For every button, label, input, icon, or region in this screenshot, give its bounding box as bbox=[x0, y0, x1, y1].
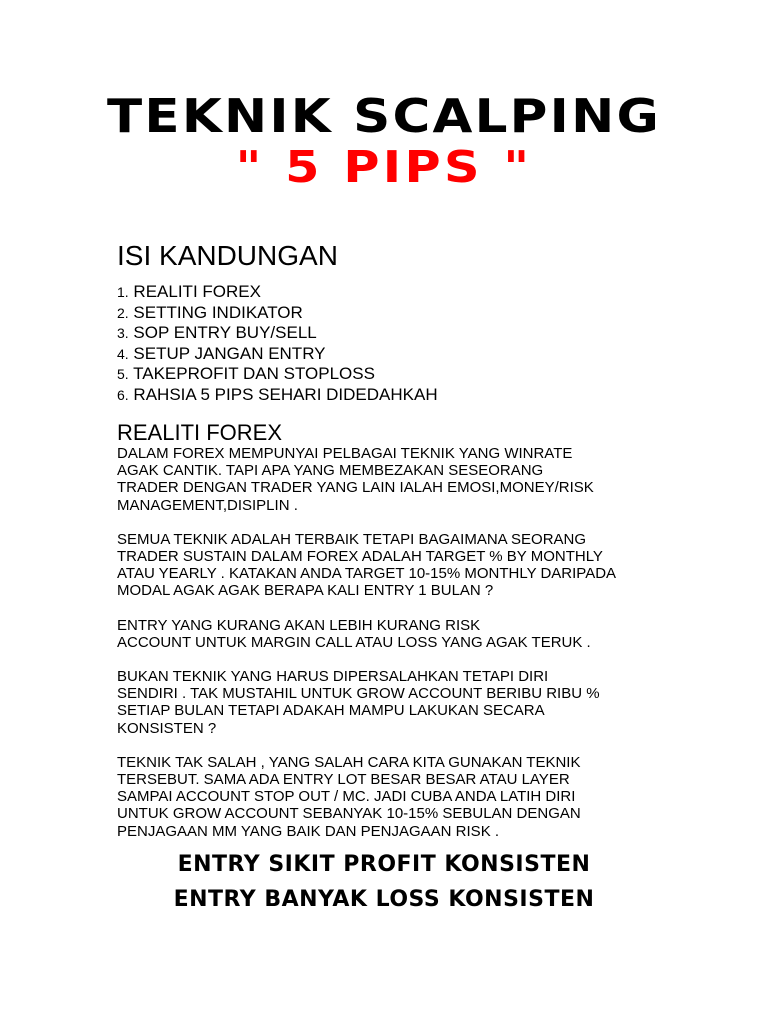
paragraph-line: TRADER SUSTAIN DALAM FOREX ADALAH TARGET % BY MONTHLY bbox=[117, 548, 603, 566]
paragraph-line: SAMPAI ACCOUNT STOP OUT / MC. JADI CUBA ANDA LATIH DIRI bbox=[117, 788, 576, 806]
toc-item bbox=[117, 364, 438, 385]
paragraph bbox=[117, 754, 677, 840]
toc-item-label: SOP ENTRY BUY/SELL bbox=[133, 323, 317, 343]
toc-item bbox=[117, 303, 438, 324]
toc-item bbox=[117, 323, 438, 344]
paragraph-line: ACCOUNT UNTUK MARGIN CALL ATAU LOSS YANG AGAK TERUK . bbox=[117, 633, 591, 651]
paragraph-line: DALAM FOREX MEMPUNYAI PELBAGAI TEKNIK YANG WINRATE bbox=[117, 445, 573, 462]
page-subtitle: " 5 PIPS " bbox=[235, 142, 533, 193]
section-body bbox=[117, 445, 677, 857]
paragraph-line: MODAL AGAK AGAK BERAPA KALI ENTRY 1 BULAN ? bbox=[117, 582, 494, 600]
page-title: TEKNIK SCALPING bbox=[107, 89, 661, 143]
paragraph-line: UNTUK GROW ACCOUNT SEBANYAK 10-15% SEBULAN DENGAN bbox=[117, 805, 581, 823]
section-heading: REALITI FOREX bbox=[117, 420, 283, 445]
toc-item-label: TAKEPROFIT DAN STOPLOSS bbox=[133, 364, 375, 384]
toc-item-number: 3. bbox=[117, 325, 129, 342]
paragraph-line: SEMUA TEKNIK ADALAH TERBAIK TETAPI BAGAIMANA SEORANG bbox=[117, 530, 587, 548]
slogan-line-1: ENTRY SIKIT PROFIT KONSISTEN bbox=[177, 852, 591, 877]
paragraph-line: BUKAN TEKNIK YANG HARUS DIPERSALAHKAN TETAPI DIRI bbox=[117, 668, 549, 686]
slogan-line-2: ENTRY BANYAK LOSS KONSISTEN bbox=[173, 887, 595, 912]
paragraph-line: SETIAP BULAN TETAPI ADAKAH MAMPU LAKUKAN SECARA bbox=[117, 702, 545, 720]
toc-item-number: 5. bbox=[117, 366, 129, 383]
paragraph bbox=[117, 668, 677, 737]
toc-heading: ISI KANDUNGAN bbox=[117, 240, 338, 271]
toc-item-number: 4. bbox=[117, 345, 129, 362]
paragraph-line: SENDIRI . TAK MUSTAHIL UNTUK GROW ACCOUNT BERIBU RIBU % bbox=[117, 685, 600, 703]
paragraph-line: ATAU YEARLY . KATAKAN ANDA TARGET 10-15% MONTHLY DARIPADA bbox=[117, 565, 617, 583]
paragraph-line: ENTRY YANG KURANG AKAN LEBIH KURANG RISK bbox=[117, 616, 481, 634]
paragraph-line: MANAGEMENT,DISIPLIN . bbox=[117, 496, 298, 514]
toc-item-label: SETTING INDIKATOR bbox=[133, 302, 303, 322]
toc-item-number: 6. bbox=[117, 386, 129, 403]
paragraph-line: TEKNIK TAK SALAH , YANG SALAH CARA KITA GUNAKAN TEKNIK bbox=[117, 753, 581, 771]
paragraph-line: KONSISTEN ? bbox=[117, 719, 217, 737]
paragraph-line: AGAK CANTIK. TAPI APA YANG MEMBEZAKAN SESEORANG bbox=[117, 462, 544, 480]
toc-item-number: 1. bbox=[117, 284, 129, 300]
toc-item bbox=[117, 344, 438, 365]
toc-item bbox=[117, 385, 438, 406]
toc-item-label: SETUP JANGAN ENTRY bbox=[133, 343, 326, 363]
toc-item-label: REALITI FOREX bbox=[133, 282, 261, 301]
toc-list bbox=[117, 282, 438, 406]
paragraph bbox=[117, 617, 677, 651]
toc-item-label: RAHSIA 5 PIPS SEHARI DIDEDAHKAH bbox=[133, 384, 438, 404]
paragraph-line: TERSEBUT. SAMA ADA ENTRY LOT BESAR BESAR ATAU LAYER bbox=[117, 771, 570, 789]
toc-item bbox=[117, 282, 438, 303]
paragraph-line: TRADER DENGAN TRADER YANG LAIN IALAH EMOSI,MONEY/RISK bbox=[117, 479, 594, 497]
paragraph-line: PENJAGAAN MM YANG BAIK DAN PENJAGAAN RISK . bbox=[117, 822, 500, 840]
paragraph bbox=[117, 445, 677, 514]
paragraph bbox=[117, 531, 677, 600]
toc-item-number: 2. bbox=[117, 304, 129, 321]
